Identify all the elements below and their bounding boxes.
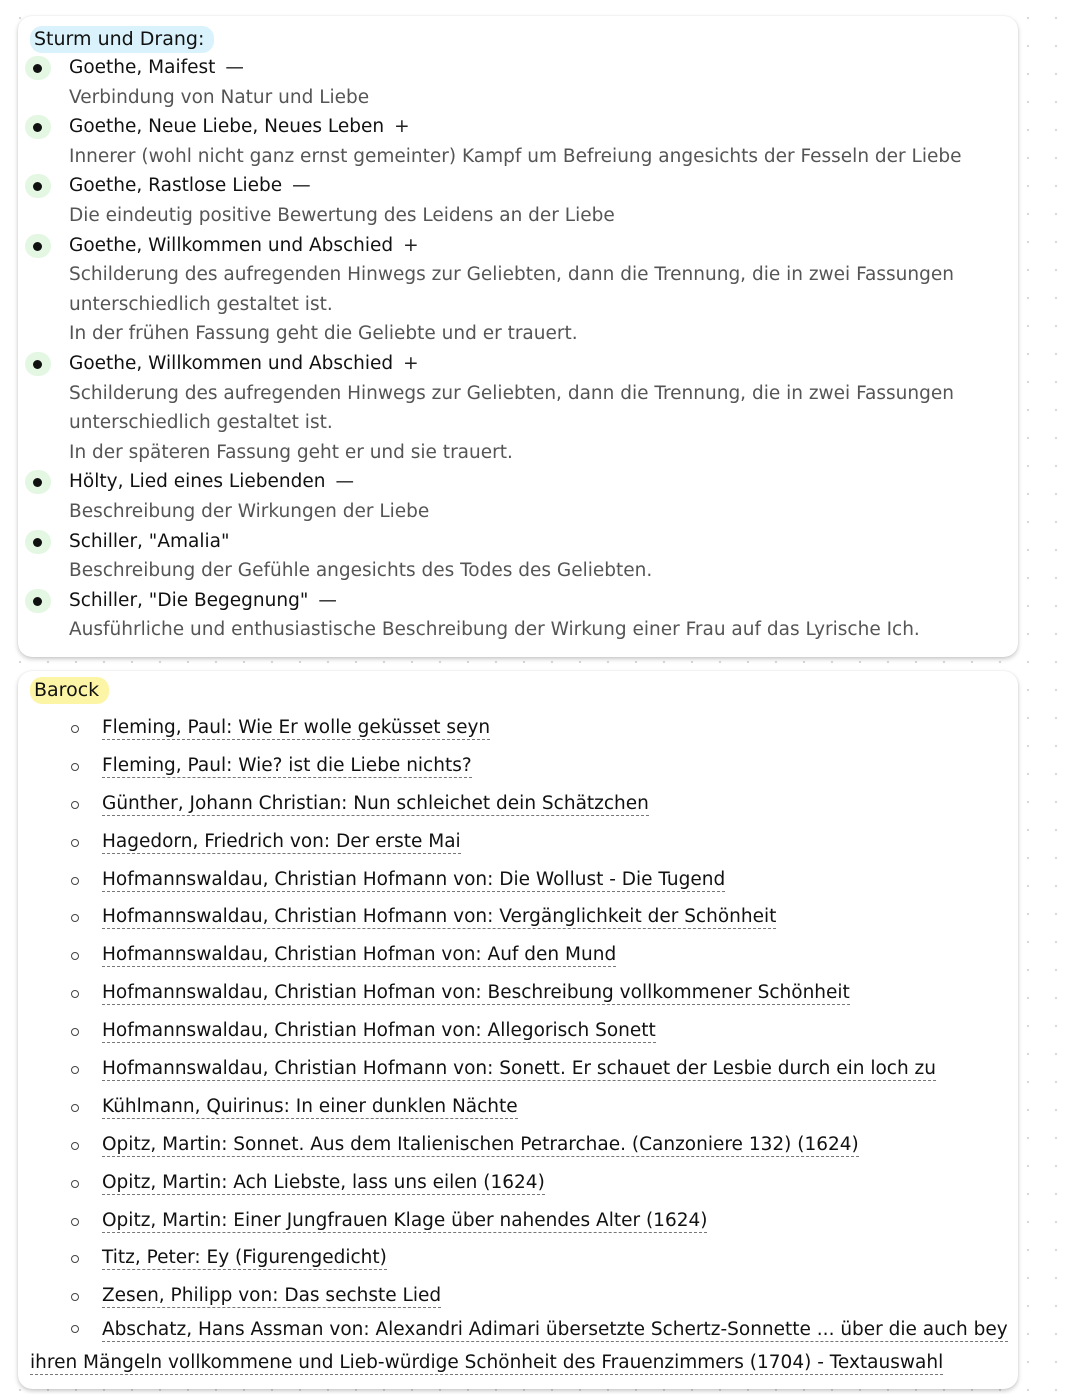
- poem-description: Beschreibung der Gefühle angesichts des Todes des Geliebten.: [69, 560, 653, 582]
- poem-description: In der frühen Fassung geht die Geliebte und er trauert.: [69, 323, 578, 345]
- barock-list-item[interactable]: [18, 1277, 1018, 1315]
- bullet-icon: [25, 589, 51, 613]
- rating-mark: —: [318, 589, 337, 611]
- barock-list-item[interactable]: [18, 974, 1018, 1012]
- circle-bullet-icon: [71, 763, 79, 771]
- circle-bullet-icon: [71, 1104, 79, 1112]
- bullet-icon: [25, 174, 51, 198]
- barock-link-text[interactable]: Abschatz, Hans Assman von: Alexandri Adimari übersetzte Schertz-Sonnette ... über die auch bey: [102, 1319, 1008, 1340]
- poem-description: In der späteren Fassung geht er und sie trauert.: [69, 441, 513, 463]
- poem-title: Goethe, Willkommen und Abschied: [69, 234, 394, 256]
- barock-list-item[interactable]: [18, 936, 1018, 974]
- barock-link-text[interactable]: Kühlmann, Quirinus: In einer dunklen Nächte: [102, 1095, 518, 1117]
- section-heading-sturm-und-drang: Sturm und Drang:: [30, 26, 214, 53]
- barock-link-text-continued[interactable]: ihren Mängeln vollkommene und Lieb-würdige Schönheit des Frauenzimmers (1704) - Textauswahl: [30, 1352, 944, 1373]
- barock-link-text[interactable]: Opitz, Martin: Sonnet. Aus dem Italienischen Petrarchae. (Canzoniere 132) (1624): [102, 1133, 859, 1155]
- barock-list-item[interactable]: [18, 1012, 1018, 1050]
- barock-link-text[interactable]: Günther, Johann Christian: Nun schleichet dein Schätzchen: [102, 792, 649, 814]
- barock-card: [18, 671, 1018, 1389]
- rating-mark: +: [403, 234, 419, 256]
- circle-bullet-icon: [71, 914, 79, 922]
- circle-bullet-icon: [71, 1142, 79, 1150]
- circle-bullet-icon: [71, 839, 79, 847]
- rating-mark: —: [225, 57, 244, 78]
- barock-link-text[interactable]: Hofmannswaldau, Christian Hofmann von: Die Wollust - Die Tugend: [102, 868, 726, 890]
- bullet-icon: [25, 352, 51, 376]
- bullet-icon: [25, 56, 51, 80]
- bullet-icon: [25, 470, 51, 494]
- bullet-icon: [25, 530, 51, 554]
- barock-list-item[interactable]: [18, 1050, 1018, 1088]
- poem-description: unterschiedlich gestaltet ist.: [69, 293, 333, 315]
- poem-title: Schiller, "Amalia": [69, 530, 230, 552]
- circle-bullet-icon: [71, 877, 79, 885]
- rating-mark: —: [292, 175, 311, 197]
- barock-list-item[interactable]: [18, 1164, 1018, 1202]
- circle-bullet-icon: [71, 1293, 79, 1301]
- poem-description: Innerer (wohl nicht ganz ernst gemeinter) Kampf um Befreiung angesichts der Fesseln der Liebe: [69, 145, 962, 167]
- list-item: [18, 112, 1018, 171]
- circle-bullet-icon: [71, 952, 79, 960]
- barock-list-item[interactable]: [18, 1202, 1018, 1240]
- list-item: [18, 467, 1018, 526]
- rating-mark: +: [403, 352, 419, 374]
- barock-list-item[interactable]: [18, 747, 1018, 785]
- poem-title: Schiller, "Die Begegnung": [69, 589, 309, 611]
- circle-bullet-icon: [71, 725, 79, 733]
- barock-list-item[interactable]: [18, 1088, 1018, 1126]
- circle-bullet-icon: [71, 1218, 79, 1226]
- poem-title: Goethe, Maifest: [69, 57, 216, 78]
- barock-list-item[interactable]: [18, 709, 1018, 747]
- circle-bullet-icon: [71, 990, 79, 998]
- barock-link-text[interactable]: Opitz, Martin: Ach Liebste, lass uns eilen (1624): [102, 1171, 545, 1193]
- list-item: [18, 349, 1018, 467]
- poem-description: Die eindeutig positive Bewertung des Leidens an der Liebe: [69, 204, 615, 226]
- barock-link-text[interactable]: Titz, Peter: Ey (Figurengedicht): [102, 1247, 387, 1269]
- poem-title: Goethe, Rastlose Liebe: [69, 175, 283, 197]
- poem-description: Schilderung des aufregenden Hinwegs zur Geliebten, dann die Trennung, die in zwei Fassungen: [69, 382, 954, 404]
- poem-description: Verbindung von Natur und Liebe: [69, 86, 370, 108]
- poem-title: Hölty, Lied eines Liebenden: [69, 471, 326, 493]
- barock-link-text[interactable]: Zesen, Philipp von: Das sechste Lied: [102, 1285, 442, 1307]
- section-heading-barock: Barock: [30, 677, 109, 704]
- rating-mark: —: [335, 471, 354, 493]
- bullet-icon: [25, 115, 51, 139]
- circle-bullet-icon: [71, 1255, 79, 1263]
- barock-list-item[interactable]: [18, 785, 1018, 823]
- list-item: [18, 586, 1018, 645]
- list-item: [18, 53, 1018, 112]
- barock-list-item[interactable]: [18, 1126, 1018, 1164]
- barock-link-text[interactable]: Hofmannswaldau, Christian Hofman von: Auf den Mund: [102, 944, 617, 966]
- barock-link-text[interactable]: Fleming, Paul: Wie? ist die Liebe nichts?: [102, 754, 472, 776]
- barock-link-text[interactable]: Hofmannswaldau, Christian Hofman von: Beschreibung vollkommener Schönheit: [102, 982, 850, 1004]
- barock-list-item[interactable]: [18, 861, 1018, 899]
- list-item: [18, 231, 1018, 349]
- poem-description: Schilderung des aufregenden Hinwegs zur Geliebten, dann die Trennung, die in zwei Fassungen: [69, 264, 954, 286]
- poem-description: Beschreibung der Wirkungen der Liebe: [69, 500, 430, 522]
- barock-link-text[interactable]: Fleming, Paul: Wie Er wolle geküsset seyn: [102, 717, 491, 738]
- list-item: [18, 171, 1018, 230]
- circle-bullet-icon: [71, 1325, 79, 1333]
- circle-bullet-icon: [71, 1066, 79, 1074]
- barock-list-item[interactable]: [18, 1239, 1018, 1277]
- sturm-und-drang-list: [18, 53, 1018, 645]
- poem-description: unterschiedlich gestaltet ist.: [69, 412, 333, 434]
- list-item: [18, 527, 1018, 586]
- barock-link-text[interactable]: Hagedorn, Friedrich von: Der erste Mai: [102, 830, 461, 852]
- barock-list-item[interactable]: [18, 898, 1018, 936]
- circle-bullet-icon: [71, 801, 79, 809]
- circle-bullet-icon: [71, 1028, 79, 1036]
- rating-mark: +: [394, 116, 410, 138]
- bullet-icon: [25, 234, 51, 258]
- circle-bullet-icon: [71, 1180, 79, 1188]
- poem-title: Goethe, Willkommen und Abschied: [69, 352, 394, 374]
- sturm-und-drang-card: [18, 16, 1018, 657]
- barock-link-text[interactable]: Hofmannswaldau, Christian Hofman von: Allegorisch Sonett: [102, 1020, 656, 1042]
- poem-description: Ausführliche und enthusiastische Beschreibung der Wirkung einer Frau auf das Lyrische Ich.: [69, 619, 920, 641]
- barock-link-text[interactable]: Hofmannswaldau, Christian Hofmann von: Vergänglichkeit der Schönheit: [102, 906, 777, 928]
- barock-link-text[interactable]: Opitz, Martin: Einer Jungfrauen Klage über nahendes Alter (1624): [102, 1209, 708, 1231]
- barock-list: [18, 709, 1018, 1315]
- barock-list-item-last[interactable]: [18, 1315, 1018, 1381]
- poem-title: Goethe, Neue Liebe, Neues Leben: [69, 116, 385, 138]
- barock-link-text[interactable]: Hofmannswaldau, Christian Hofmann von: Sonett. Er schauet der Lesbie durch ein loch zu: [102, 1058, 936, 1080]
- barock-list-item[interactable]: [18, 823, 1018, 861]
